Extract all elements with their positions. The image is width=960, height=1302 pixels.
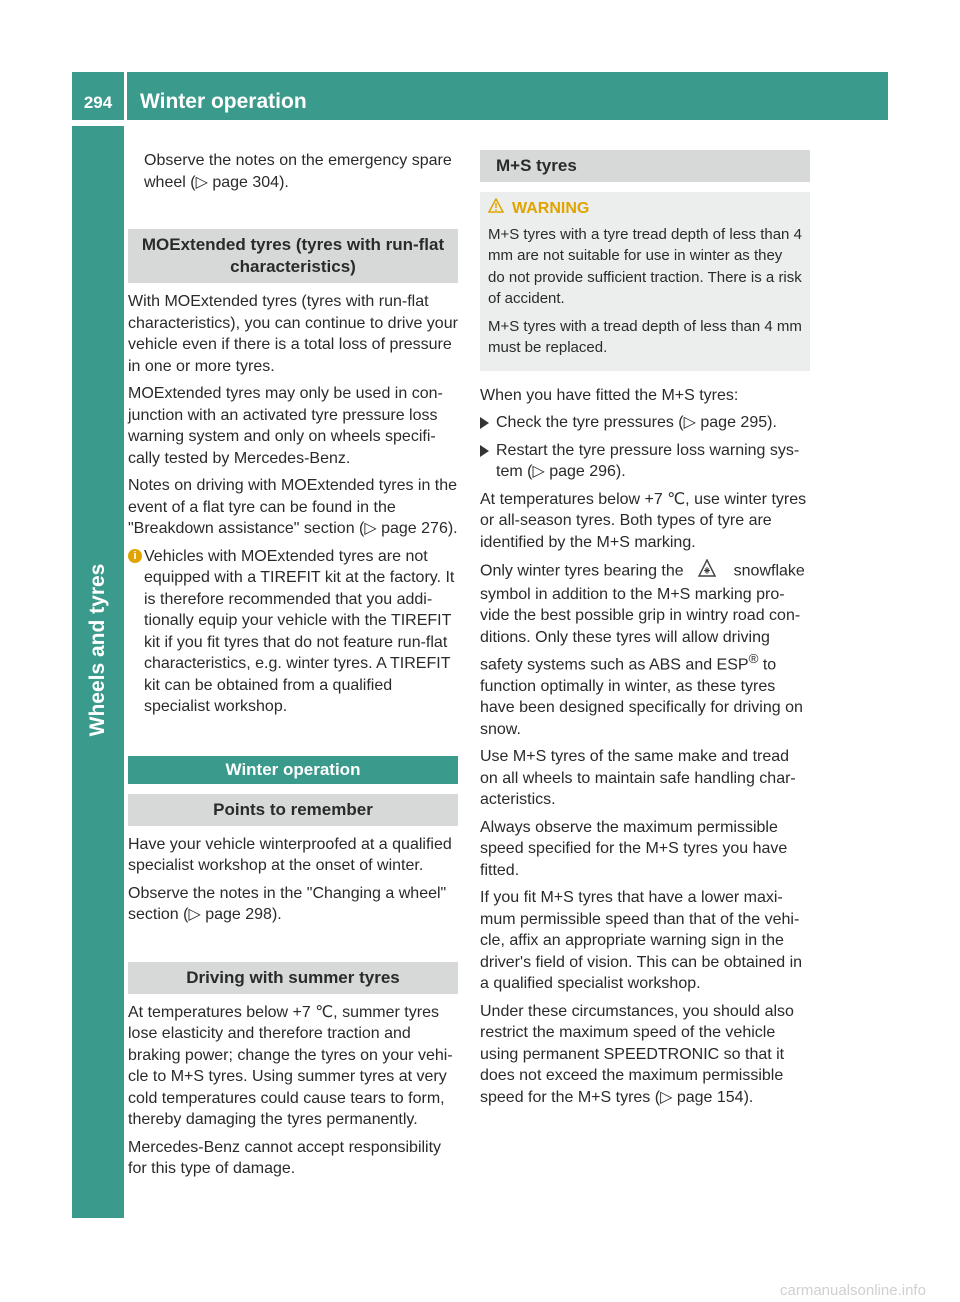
moe-info-note (128, 546, 458, 718)
ms-heading: M+S tyres (480, 150, 810, 182)
warning-title: WARNING (512, 200, 590, 217)
winter-operation-heading: Winter operation (128, 756, 458, 784)
warning-box (480, 192, 810, 371)
points-paragraph-1: Have your vehicle winterproofed at a qualified specialist workshop at the onset of winter. (128, 835, 452, 874)
intro-text: Observe the notes on the emergency spare wheel (▷ page 304). (144, 152, 452, 191)
moe-info-text: Vehicles with MOExtended tyres are not equipped with a TIREFIT kit at the factory. It is therefore recommended that you addi-tionally equip your vehicle with the TIREFIT kit if you fit tyres that do not feature run-flat characteristics, e.g. winter tyres. A TIREFIT kit can be obtained from a qualified specialist workshop. (144, 547, 455, 715)
max-speed-paragraph: Always observe the maximum permissible speed specified for the M+S tyres you have fitted. (480, 818, 788, 879)
warning-triangle-icon (488, 198, 504, 220)
snowflake-mountain-icon (698, 559, 716, 584)
summer-paragraph-1: At temperatures below +7 ℃, summer tyres lose elasticity and therefore traction and braking power; change the tyres on your vehi-cle to M+S tyres. Using summer tyres at very cold temperatures could cause tears to form, thereby damaging the tyres permanently. (128, 1003, 453, 1128)
page-title: Winter operation (140, 90, 307, 113)
right-column (480, 150, 810, 1114)
summer-heading: Driving with summer tyres (128, 962, 458, 994)
temperature-paragraph: At temperatures below +7 ℃, use winter tyres or all-season tyres. Both types of tyre are identified by the M+S marking. (480, 490, 807, 551)
snowflake-text-a: Only winter tyres bearing the (480, 562, 684, 580)
snowflake-text-c: to function optimally in winter, as these tyres have been designed specifically for driving on snow. (480, 656, 803, 738)
moe-paragraph-2: MOExtended tyres may only be used in con-junction with an activated tyre pressure loss warning system and only on wheels specifi-cally tested by Mercedes-Benz. (128, 385, 443, 467)
arrow-bullet-icon (480, 417, 489, 429)
info-icon: i (128, 549, 142, 563)
summer-paragraph-2: Mercedes-Benz cannot accept responsibility for this type of damage. (128, 1138, 442, 1177)
moe-paragraph-1: With MOExtended tyres (tyres with run-flat characteristics), you can continue to drive your vehicle even if there is a total loss of pressure in one or more tyres. (128, 293, 458, 375)
side-tab-label: Wheels and tyres (86, 563, 109, 737)
points-paragraph-2: Observe the notes in the "Changing a wheel" section (▷ page 298). (128, 884, 447, 923)
arrow-bullet-icon (480, 445, 489, 457)
bullet-restart-warning (480, 440, 810, 483)
warning-paragraph-2: M+S tyres with a tread depth of less than 4 mm must be replaced. (488, 317, 802, 356)
points-heading: Points to remember (128, 794, 458, 826)
footer-watermark: carmanualsonline.info (780, 1282, 926, 1299)
registered-mark: ® (748, 651, 759, 666)
speedtronic-paragraph: Under these circumstances, you should also restrict the maximum speed of the vehicle using permanent SPEEDTRONIC so that it does not exceed the maximum permissible speed for the M+S tyres (▷ page 154). (480, 1002, 794, 1106)
bullet-2-text: Restart the tyre pressure loss warning sys-tem (▷ page 296). (496, 441, 800, 480)
lower-speed-paragraph: If you fit M+S tyres that have a lower maxi-mum permissible speed than that of the vehi-cle, affix an appropriate warning sign in the driver's field of vision. This can be obtained in a qualified specialist workshop. (480, 889, 803, 993)
moe-heading: MOExtended tyres (tyres with run-flat characteristics) (128, 229, 458, 283)
bullet-check-pressures (480, 412, 810, 434)
warning-paragraph-1: M+S tyres with a tyre tread depth of less than 4 mm are not suitable for use in winter as they do not provide sufficient traction. There is a risk of accident. (488, 225, 802, 307)
page-number: 294 (83, 93, 113, 112)
left-column (128, 150, 458, 1186)
snowflake-paragraph (480, 559, 810, 740)
same-make-paragraph: Use M+S tyres of the same make and tread on all wheels to maintain safe handling char-acteristics. (480, 748, 796, 809)
snowflake-text-b: snowflake symbol in addition to the M+S marking pro-vide the best possible grip in wintry road con-ditions. Only these tyres will allow driving safety systems such as ABS and ESP (480, 562, 805, 674)
warning-title-row (488, 198, 802, 220)
bullet-1-text: Check the tyre pressures (▷ page 295). (496, 414, 777, 431)
moe-paragraph-3: Notes on driving with MOExtended tyres in the event of a flat tyre can be found in the "Breakdown assistance" section (▷ page 276). (128, 477, 458, 537)
fitted-intro: When you have fitted the M+S tyres: (480, 386, 739, 404)
header-separator (124, 72, 127, 120)
